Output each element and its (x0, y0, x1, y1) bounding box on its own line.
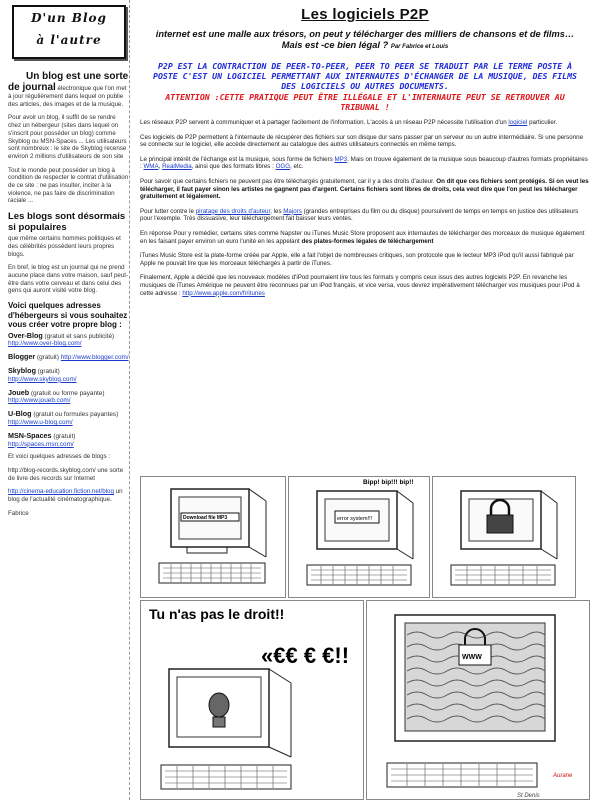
paragraph-1 (140, 119, 590, 127)
host-note: (gratuit) (53, 432, 76, 440)
comic-panel-5 (366, 600, 590, 800)
sidebar-intro-text: électronique que l'on met à jour régulièrement dans lequel on publie des articles, des images et de la musique. (8, 85, 127, 108)
host-name: Joueb (8, 387, 30, 397)
sidebar-popular-heading: Les blogs sont désormais si populaires (8, 211, 126, 234)
link-apple-itunes[interactable]: http://www.apple.com/fr/itunes (182, 289, 265, 297)
paragraph-8 (140, 274, 590, 297)
article-definition: P2P EST LA CONTRACTION DE PEER-TO-PEER, PEER TO PEER SE TRADUIT PAR LE TERME POSTE À POSTE C'EST UN LOGICIEL PERMETTANT AUX INTERNAUTES D'ÉCHANGER DE LA MUSIQUE, DES FILMS DES LOGICIELS OU AUTRES DOCUMENTS. (153, 61, 577, 91)
host-link[interactable]: http://www.skyblog.com/ (8, 375, 77, 383)
host-entry (8, 353, 129, 362)
paragraph-5-text-c: (grandes entreprises du film ou du disque) poursuivent de temps en temps en justice des utilisateurs pour l'exemple. Très dissuasive, leur téléchargement fait baisser leurs ventes. (140, 207, 579, 223)
link-mp3[interactable]: MP3 (334, 155, 348, 163)
sidebar-author: Fabrice (8, 509, 29, 517)
host-entry (8, 410, 129, 427)
host-note: (gratuit et sans publicité) (44, 332, 115, 340)
sidebar-title-line1: D'un Blog (31, 11, 107, 25)
article-title: Les logiciels P2P (301, 6, 429, 23)
paragraph-3-text-e: , etc. (290, 163, 304, 171)
host-name: Blogger (8, 352, 36, 362)
host-entry (8, 389, 129, 406)
paragraph-6 (140, 230, 590, 245)
sidebar-rules-text: Tout le monde peut posséder un blog à condition de respecter le contrat d'utilisation de ce site : ne pas insulter, inciter à la violence, ne pas faire de discrimination raciale ... (8, 166, 129, 205)
sidebar (8, 0, 130, 800)
paragraph-6-bold: des plates-formes légales de téléchargement (301, 237, 434, 245)
caption-no-right: Tu n'as pas le droit!! (149, 606, 285, 622)
paragraph-3-text: Le principal intérêt de l'échange est la musique, sous forme de fichiers (140, 155, 333, 163)
host-name: MSN-Spaces (8, 430, 52, 440)
computer-locked-illustration (363, 477, 575, 597)
paragraph-3 (140, 156, 590, 171)
host-note: (gratuit) (37, 367, 60, 375)
paragraph-1-end: particulier. (529, 119, 558, 126)
bubble-text: Bipp! bip!!! bip!! (363, 479, 414, 486)
computer-pay-illustration (141, 601, 363, 799)
paragraph-7: iTunes Music Store est la plate-forme créée par Apple, elle a fait l'objet de nombreuses critiques, son protocole que le lecteur MP3 iPod qu'il aussi fabriqué par Apple ne pouvait lire que les morceaux téléchargés à partir de iTunes. (140, 252, 574, 267)
host-entry (8, 332, 129, 349)
sidebar-create-text: Pour avoir un blog, il suffit de se rendre chez un hébergeur (sites dans lequel on s'inscrit pour posséder un blog) comme Skyblog ou MSN-Spaces ... Les utilisateurs sont nombreux : le site de Skyblog recense environ 2 millions d'utilisateurs de son site (8, 114, 127, 160)
host-name: Over-Blog (8, 330, 43, 340)
sidebar-intro-big: Un blog est une sorte de journal (8, 71, 129, 93)
article-byline: Par Fabrice et Louis (390, 44, 449, 50)
host-note: (gratuit) (36, 354, 59, 362)
sidebar-title-line2: à l'autre (36, 33, 102, 47)
host-link[interactable]: http://www.over-blog.com/ (8, 340, 82, 348)
sidebar-more-text: Et voici quelques adresses de blogs : (8, 453, 111, 461)
panel1-screen-text: Download file MP3 (183, 515, 228, 521)
sidebar-summary-text: En bref, le blog est un journal qui ne prend aucune place dans votre maison, sauf peut-être dans votre cerveau et dans celui des gens qui auront visité votre blog. (8, 264, 129, 295)
panel2-screen-text: error system!!! (337, 516, 373, 522)
host-name: Skyblog (8, 365, 36, 375)
sidebar-blog2-text: un blog de l'actualité cinématographique. (8, 488, 123, 504)
link-realmedia[interactable]: RealMedia (162, 163, 192, 171)
paragraph-5 (140, 208, 590, 223)
comic-panel-1 (140, 476, 286, 598)
computer-www-illustration (367, 601, 589, 799)
signature-1: St Denis (517, 793, 540, 799)
comic-strip (140, 472, 590, 800)
comic-panel-3 (363, 476, 576, 598)
paragraph-6-text: En réponse Pour y remédier, certains sites comme Napster ou iTunes Music Store proposent aux internautes de télécharger des morceaux de musique également en les faisant payer environ un euro l'unité en les appelant (140, 229, 585, 245)
host-link[interactable]: http://www.joueb.com/ (8, 397, 71, 405)
host-note: (gratuit ou formules payantes) (33, 411, 119, 419)
paragraph-1-text: Les réseaux P2P servent à communiquer et à partager facilement de l'information. L'accès à un réseau P2P nécessite l'utilisation d'un (140, 119, 507, 126)
article-intro-text: internet est une malle aux trésors, on peut y télécharger des milliers de chansons et de films… Mais est -ce bien légal ? (155, 29, 575, 50)
article-intro (154, 29, 576, 53)
caption-euros: «€€ € €!! (261, 643, 350, 668)
host-list (8, 332, 129, 449)
comic-panel-2 (288, 476, 430, 598)
paragraph-3-text-b: . Mais on trouve également de la musique sous beaucoup d'autres formats propriétaires : (140, 155, 588, 171)
sidebar-title (12, 5, 126, 59)
computer-illustration (141, 477, 285, 597)
link-majors[interactable]: Majors (283, 207, 302, 215)
link-ogg[interactable]: OGG (275, 163, 291, 171)
sidebar-blog2-link[interactable]: http://cinema-education.fiction.net/blog (8, 488, 114, 496)
link-wma[interactable]: WMA (143, 163, 159, 171)
paragraph-5-text-b: , les (270, 207, 282, 215)
paragraph-3-text-c: , (158, 163, 161, 171)
paragraph-3-text-d: , ainsi que des formats libres : (191, 163, 274, 171)
host-link[interactable]: http://www.u-blog.com/ (8, 418, 73, 426)
paragraph-8-text: Finalement, Apple a décidé que les nouveaux modèles d'iPod pourraient lire tous les formats y compris ceux issus des autres logiciels P2P. En revanche les musiques de iTunes Amérique ne peuvent être reconnues par un iPod français, et vice versa, vous devrez impérativement télécharger vos musiques pour iPod à cette adresse : (140, 274, 580, 297)
sidebar-addresses-heading: Voici quelques adresses d'hébergeurs si vous souhaitez vous créer votre propre blog : (8, 301, 128, 330)
paragraph-4-text: Pour savoir que certains fichiers ne peuvent pas être téléchargés gratuitement, car il y a des droits d'auteur. (140, 177, 435, 185)
host-entry (8, 432, 129, 449)
comic-panel-4 (140, 600, 364, 800)
link-piratage[interactable]: piratage des droits d'auteur (195, 207, 271, 215)
computer-error-illustration (289, 477, 429, 597)
host-note: (gratuit ou forme payante) (30, 389, 105, 397)
signature-2: Aurane (553, 773, 573, 779)
paragraph-4 (140, 178, 590, 201)
paragraph-5-text: Pour lutter contre le (140, 207, 194, 215)
sidebar-blog2 (8, 488, 129, 503)
sidebar-blog1[interactable]: http://blog-records.skyblog.com/ une sorte de livre des records sur Internet (8, 467, 124, 482)
sidebar-intro (8, 71, 129, 108)
sidebar-popular-text: que même certains hommes politiques et des célébrités possèdent leurs propres blogs. (8, 235, 121, 258)
paragraph-4-bold: On dit que ces fichiers sont protégés. Si on veut les télécharger, il faut payer sinon les artistes ne gagnent pas d'argent. Certains fichiers sont libres de droits, cela veut dire que l'on peut les télécharger gratuitement et légalement. (140, 177, 589, 201)
link-logiciel[interactable]: logiciel (508, 119, 528, 126)
www-text: WWW (462, 654, 482, 661)
host-link[interactable]: http://www.blogger.com/ (60, 354, 129, 362)
host-link[interactable]: http://spaces.msn.com/ (8, 440, 74, 448)
host-name: U-Blog (8, 409, 32, 419)
host-entry (8, 367, 129, 384)
article-warning: ATTENTION :CETTE PRATIQUE PEUT ÊTRE ILLÉGALE ET L'INTERNAUTE PEUT SE RETROUVER AU TRIBUNAL ! (165, 92, 565, 112)
paragraph-2: Ces logiciels de P2P permettent à l'internaute de récupérer des fichiers sur son disque dur sans passer par un serveur ou un autre intermédiaire. Si une personne se connecte sur le logiciel, elle accède directement au catalogue des autres utilisateurs connectés en même temps. (140, 133, 584, 149)
